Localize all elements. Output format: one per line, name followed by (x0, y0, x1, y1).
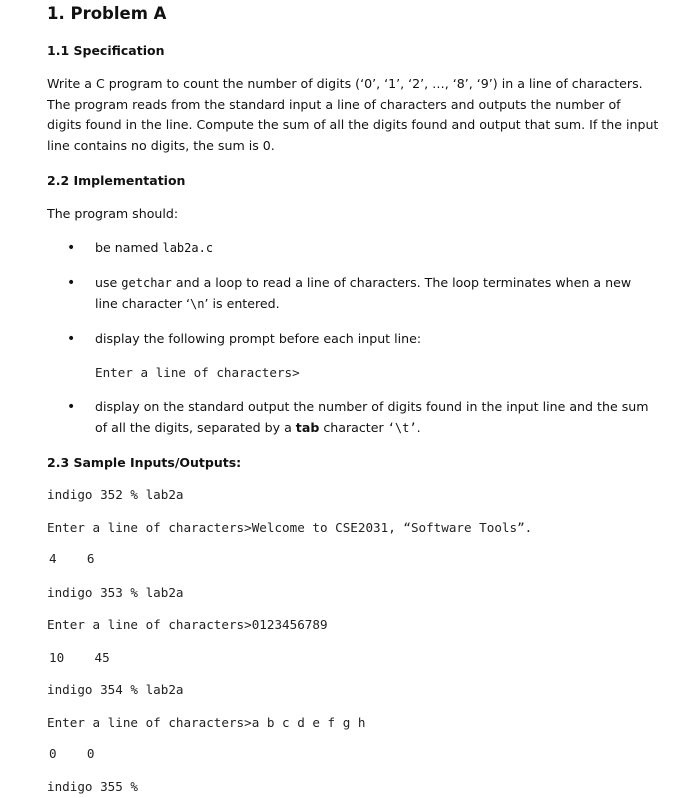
bullet-text: display the following prompt before each input line: (95, 331, 422, 346)
terminal-output: 10 45 (49, 650, 110, 665)
terminal-line: indigo 352 % lab2a (47, 487, 184, 502)
terminal-line: Enter a line of characters>Welcome to CSE2031, “Software Tools”. (47, 520, 533, 535)
specification-heading: 1.1 Specification (47, 43, 165, 58)
inline-code: getchar (121, 276, 172, 290)
terminal-line: Enter a line of characters>a b c d e f g h (47, 715, 366, 730)
bullet-text: be named lab2a.c (95, 240, 214, 255)
samples-heading: 2.3 Sample Inputs/Outputs: (47, 455, 242, 470)
terminal-line: indigo 353 % lab2a (47, 585, 184, 600)
specification-paragraph: Write a C program to count the number of digits (‘0’, ‘1’, ‘2’, …, ‘8’, ‘9’) in a line of characters. The program reads from the standard input a line of characters and outputs the number of digits found in the line. Compute the sum of all the digits found and output that sum. If the input line contains no digits, the sum is 0. (47, 76, 659, 153)
terminal-output: 0 0 (49, 746, 95, 761)
inline-code: \n (190, 296, 205, 311)
section-heading-problem-a: 1. Problem A (47, 4, 167, 23)
implementation-intro: The program should: (47, 206, 179, 221)
bullet-icon: • (67, 399, 76, 415)
implementation-heading: 2.2 Implementation (47, 173, 186, 188)
bold-tab: tab (295, 419, 320, 435)
terminal-line: indigo 355 % (47, 779, 138, 794)
bullet-text: use getchar and a loop to read a line of characters. The loop terminates when a new line character ‘\n’ is entered. (95, 275, 632, 311)
bullet-text: display on the standard output the number of digits found in the input line and the sum of all the digits, separated by a tab character ‘\t’. (95, 399, 649, 435)
bullet-icon: • (67, 240, 76, 256)
bullet-icon: • (67, 331, 76, 347)
inline-code: lab2a.c (162, 241, 214, 255)
prompt-example: Enter a line of characters> (95, 365, 300, 380)
terminal-line: Enter a line of characters>0123456789 (47, 617, 328, 632)
terminal-output: 4 6 (49, 551, 95, 566)
inline-code: ‘\t’ (387, 420, 417, 435)
terminal-line: indigo 354 % lab2a (47, 682, 184, 697)
bullet-icon: • (67, 275, 76, 291)
